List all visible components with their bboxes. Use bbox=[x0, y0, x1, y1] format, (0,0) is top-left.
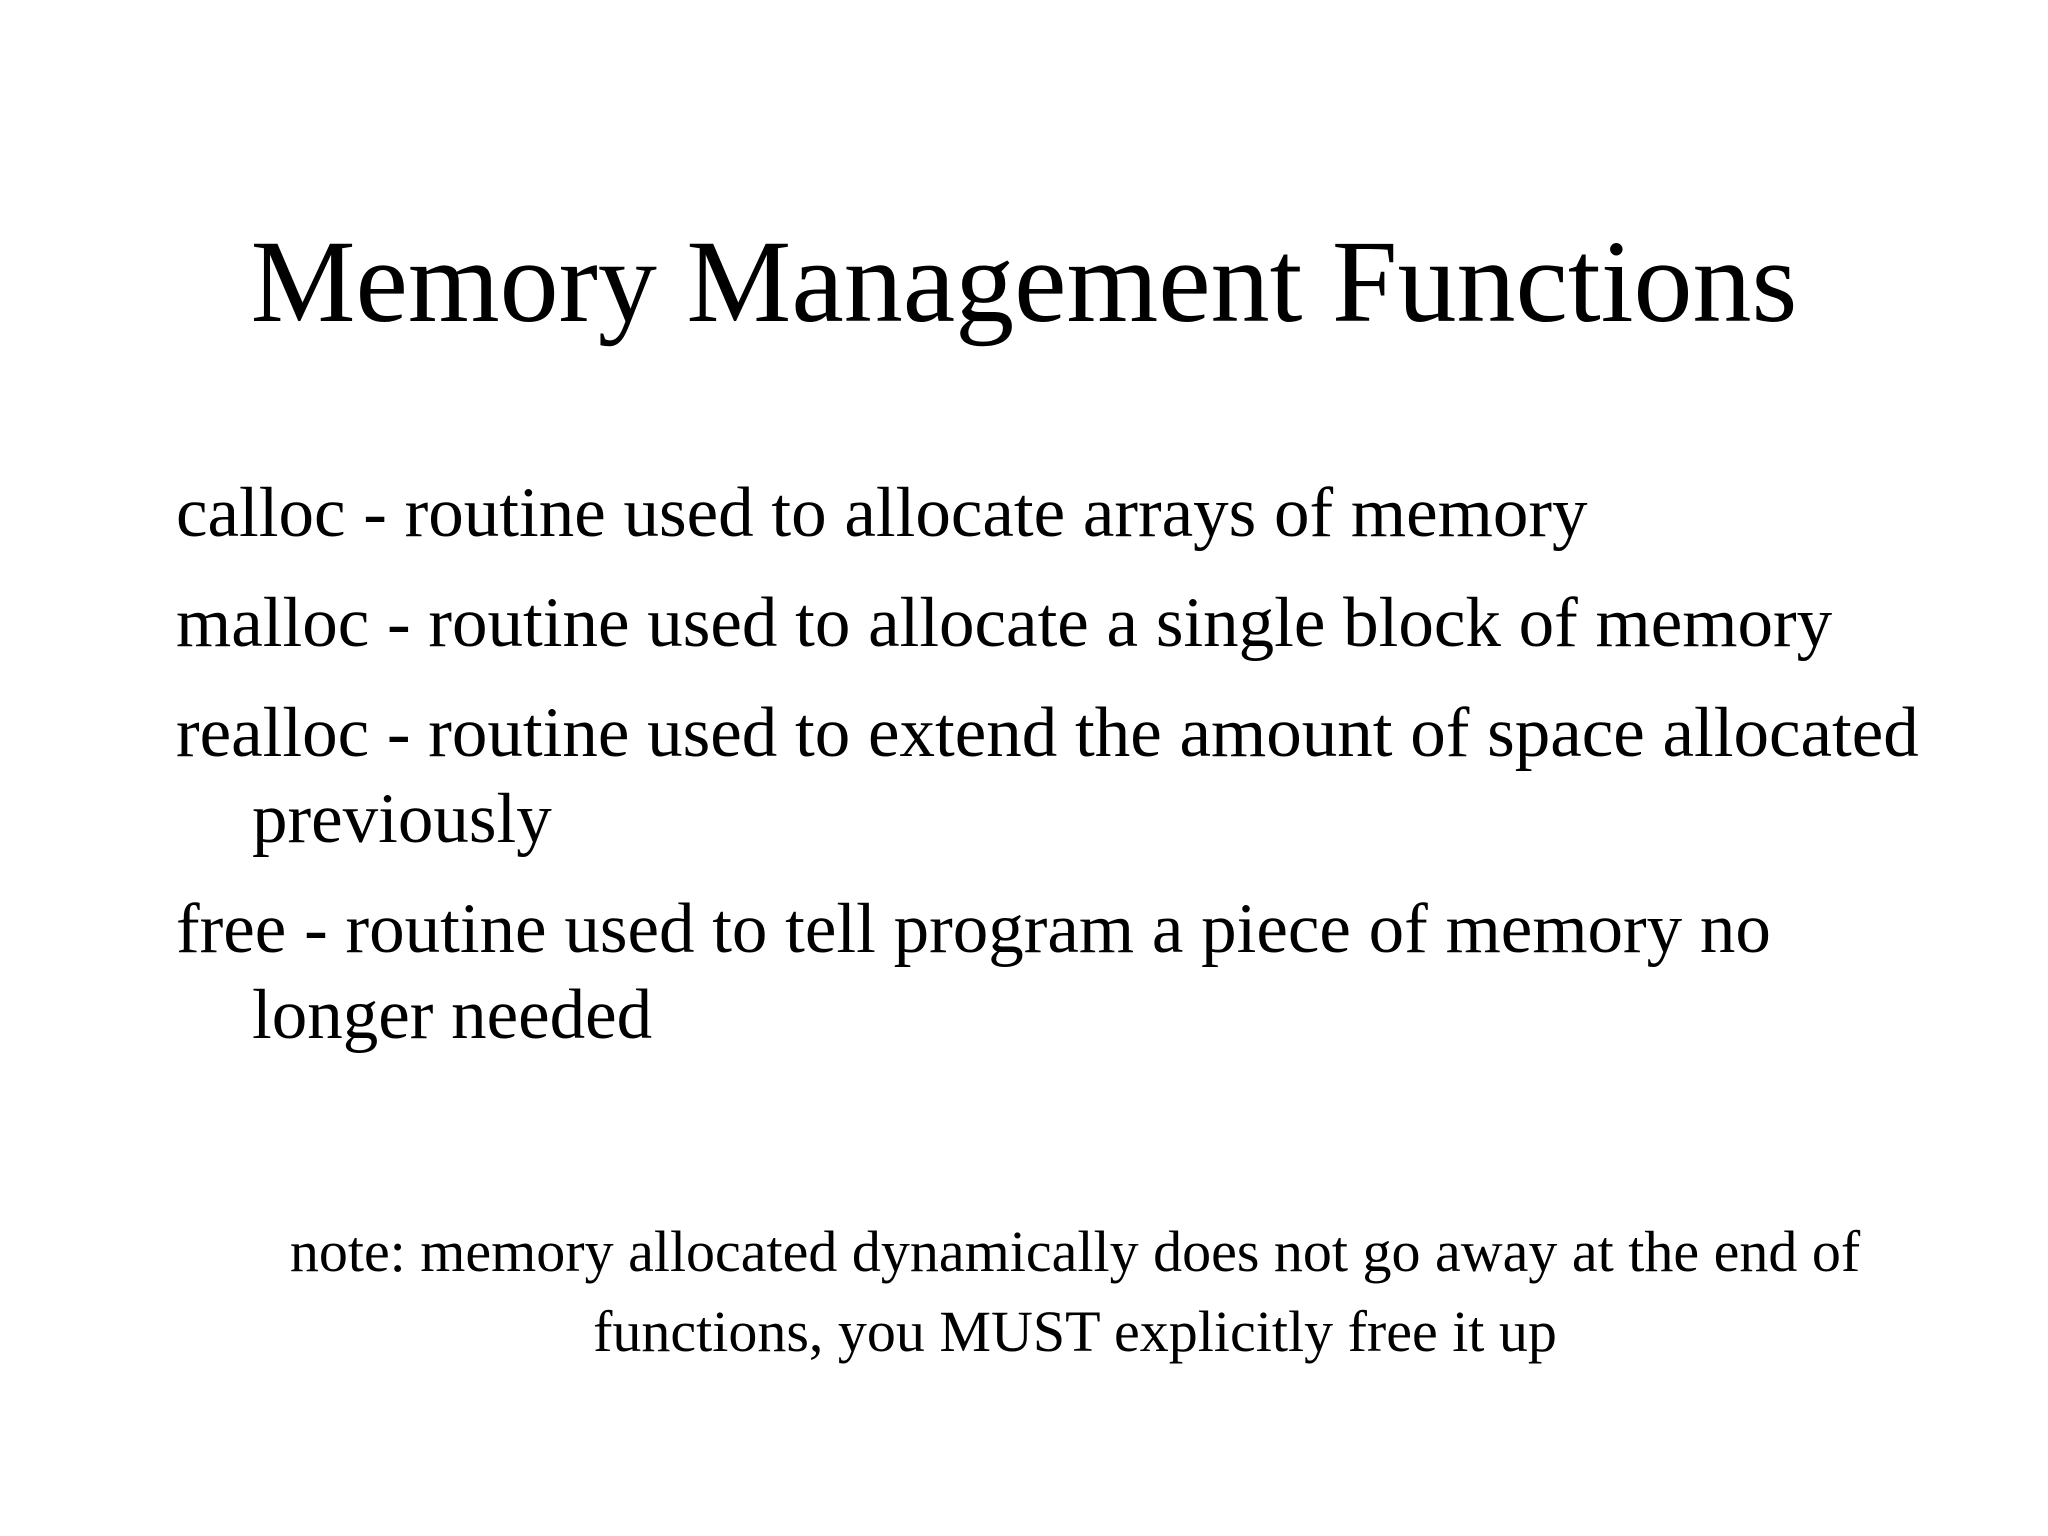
bullet-calloc: calloc - routine used to allocate arrays of memory bbox=[176, 474, 1588, 552]
bullet-realloc: realloc - routine used to extend the amount of space allocated previously bbox=[176, 694, 1919, 858]
slide-title: Memory Management Functions bbox=[250, 216, 1798, 347]
bullet-malloc: malloc - routine used to allocate a single block of memory bbox=[176, 584, 1833, 662]
bullet-list bbox=[176, 470, 1936, 1082]
slide-note: note: memory allocated dynamically does not go away at the end of functions, you MUST explicitly free it up bbox=[289, 1219, 1861, 1364]
bullet-free: free - routine used to tell program a piece of memory no longer needed bbox=[176, 890, 1771, 1054]
